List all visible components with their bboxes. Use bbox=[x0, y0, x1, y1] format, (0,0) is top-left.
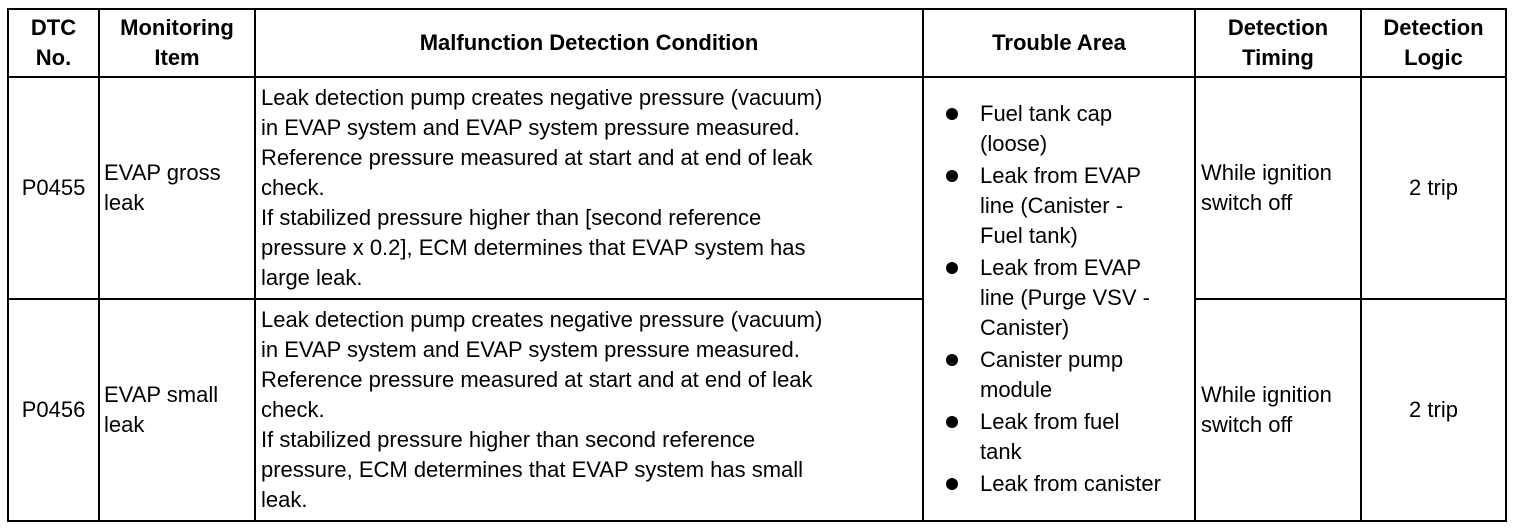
trouble-area-cell bbox=[923, 77, 1195, 521]
list-item: Leak from canister bbox=[944, 469, 1188, 499]
detection-timing-cell: While ignition switch off bbox=[1195, 77, 1361, 299]
dtc-code-cell: P0456 bbox=[8, 299, 99, 521]
bullet-icon bbox=[946, 354, 958, 366]
malfunction-condition-cell: Leak detection pump creates negative pressure (vacuum) in EVAP system and EVAP system pressure measured. Reference pressure measured at start and at end of leak check. If stabilized pressure higher than second reference pressure, ECM determines that EVAP system has small leak. bbox=[255, 299, 923, 521]
malfunction-condition-cell: Leak detection pump creates negative pressure (vacuum) in EVAP system and EVAP system pressure measured. Reference pressure measured at start and at end of leak check. If stabilized pressure higher than [second reference pressure x 0.2], ECM determines that EVAP system has large leak. bbox=[255, 77, 923, 299]
header-trouble-area: Trouble Area bbox=[923, 9, 1195, 77]
monitoring-item-cell: EVAP small leak bbox=[99, 299, 255, 521]
bullet-icon bbox=[946, 262, 958, 274]
list-item: Leak from EVAP line (Canister - Fuel tank) bbox=[944, 161, 1188, 251]
header-detection-logic: Detection Logic bbox=[1361, 9, 1506, 77]
header-monitoring-item: Monitoring Item bbox=[99, 9, 255, 77]
monitoring-item-cell: EVAP gross leak bbox=[99, 77, 255, 299]
bullet-icon bbox=[946, 478, 958, 490]
list-item: Leak from fuel tank bbox=[944, 407, 1188, 467]
list-item: Canister pump module bbox=[944, 345, 1188, 405]
bullet-icon bbox=[946, 416, 958, 428]
header-detection-timing: Detection Timing bbox=[1195, 9, 1361, 77]
bullet-icon bbox=[946, 108, 958, 120]
header-row bbox=[8, 9, 1506, 77]
table-row bbox=[8, 77, 1506, 299]
table-row bbox=[8, 299, 1506, 521]
list-item: Fuel tank cap (loose) bbox=[944, 99, 1188, 159]
dtc-code-cell: P0455 bbox=[8, 77, 99, 299]
detection-logic-cell: 2 trip bbox=[1361, 77, 1506, 299]
dtc-table bbox=[7, 8, 1507, 522]
trouble-area-list bbox=[944, 99, 1188, 499]
detection-logic-cell: 2 trip bbox=[1361, 299, 1506, 521]
detection-timing-cell: While ignition switch off bbox=[1195, 299, 1361, 521]
list-item: Leak from EVAP line (Purge VSV - Canister) bbox=[944, 253, 1188, 343]
header-malfunction-condition: Malfunction Detection Condition bbox=[255, 9, 923, 77]
bullet-icon bbox=[946, 170, 958, 182]
header-dtc-no: DTC No. bbox=[8, 9, 99, 77]
